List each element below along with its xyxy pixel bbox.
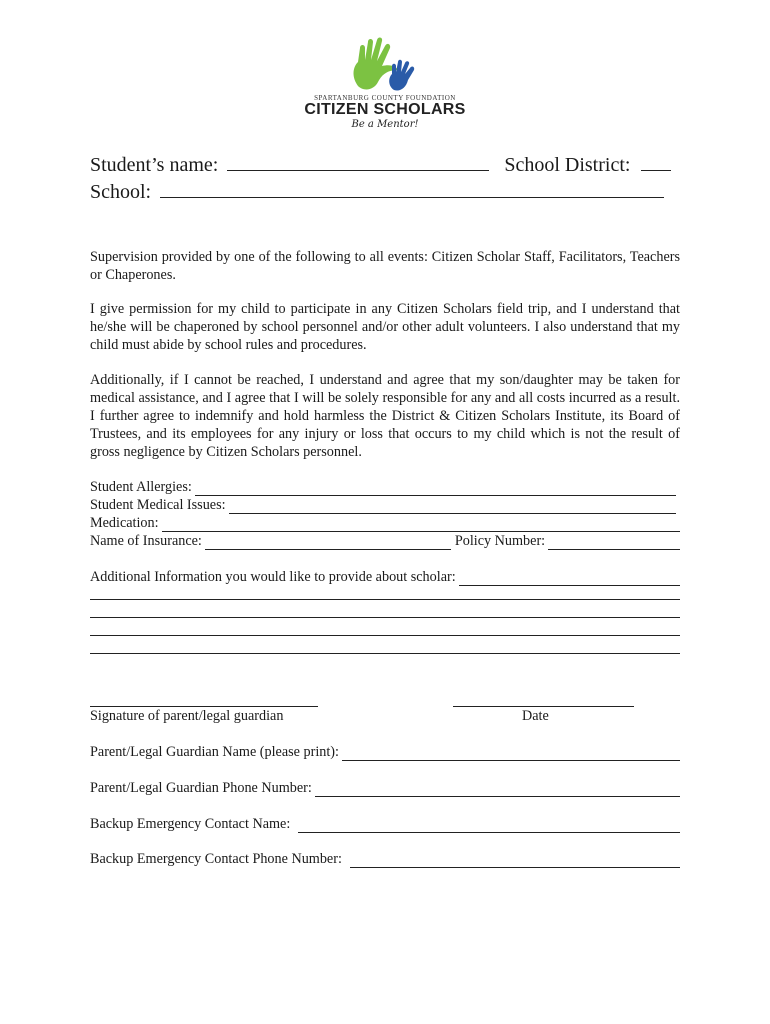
guardian-name-row: [90, 743, 680, 761]
guardian-phone-label: Parent/Legal Guardian Phone Number:: [90, 780, 312, 796]
insurance-row: [90, 532, 680, 550]
allergies-label: Student Allergies:: [90, 479, 192, 495]
backup-phone-row: [90, 850, 680, 868]
backup-name-field[interactable]: [298, 819, 680, 833]
allergies-row: [90, 478, 676, 496]
insurance-field[interactable]: [205, 536, 451, 550]
signature-line[interactable]: [90, 706, 318, 707]
additional-info-line[interactable]: [90, 599, 680, 600]
signature-label: Signature of parent/legal guardian: [90, 708, 284, 724]
logo-name-text: CITIZEN SCHOLARS: [304, 101, 466, 118]
guardian-name-label: Parent/Legal Guardian Name (please print):: [90, 744, 339, 760]
allergies-field[interactable]: [195, 482, 676, 496]
supervision-paragraph: Supervision provided by one of the following to all events: Citizen Scholar Staff, Facilitators, Teachers or Chaperones.: [90, 249, 680, 283]
policy-number-label: Policy Number:: [454, 533, 546, 549]
backup-name-label: Backup Emergency Contact Name:: [90, 816, 291, 832]
date-label: Date: [522, 708, 549, 724]
date-line[interactable]: [453, 706, 634, 707]
logo-tagline: Be a Mentor!: [351, 119, 419, 130]
additional-info-field[interactable]: [459, 572, 680, 586]
additional-info-line[interactable]: [90, 653, 680, 654]
policy-number-field[interactable]: [548, 536, 680, 550]
logo-foundation-text: SPARTANBURG COUNTY FOUNDATION: [314, 94, 456, 102]
guardian-phone-field[interactable]: [315, 783, 680, 797]
medication-field[interactable]: [162, 518, 680, 532]
medication-row: [90, 514, 680, 532]
school-district-field[interactable]: [641, 154, 671, 171]
medical-issues-field[interactable]: [229, 500, 676, 514]
medication-label: Medication:: [90, 515, 159, 531]
school-row: [90, 181, 664, 204]
hands-logo-icon: [350, 34, 420, 92]
school-label: School:: [90, 181, 152, 203]
additional-info-label: Additional Information you would like to provide about scholar:: [90, 569, 456, 585]
backup-name-row: [90, 815, 680, 833]
insurance-label: Name of Insurance:: [90, 533, 202, 549]
guardian-name-field[interactable]: [342, 747, 680, 761]
backup-phone-label: Backup Emergency Contact Phone Number:: [90, 851, 342, 867]
guardian-phone-row: [90, 779, 680, 797]
backup-phone-field[interactable]: [350, 854, 680, 868]
additional-info-line[interactable]: [90, 635, 680, 636]
school-field[interactable]: [160, 181, 664, 198]
medical-issues-row: [90, 496, 676, 514]
additional-info-row: [90, 568, 680, 586]
school-district-label: School District:: [504, 154, 631, 176]
additionally-paragraph: Additionally, if I cannot be reached, I understand and agree that my son/daughter may be taken for medical assistance, and I agree that I will be solely responsible for any and all costs incurred as a result. I further agree to indemnify and hold harmless the District & Citizen Scholars Institute, its Board of Trustees, and its employees for any injury or loss that occurs to my child which is not the result of gross negligence by Citizen Scholars personnel.: [90, 372, 680, 460]
additional-info-line[interactable]: [90, 617, 680, 618]
student-name-label: Student’s name:: [90, 154, 219, 176]
citizen-scholars-logo: [0, 34, 770, 130]
permission-paragraph: I give permission for my child to participate in any Citizen Scholars field trip, and I understand that he/she will be chaperoned by school personnel and/or other adult volunteers. I also understand that my child must abide by school rules and procedures.: [90, 301, 680, 353]
student-name-field[interactable]: [227, 154, 489, 171]
student-name-row: [90, 154, 671, 177]
medical-issues-label: Student Medical Issues:: [90, 497, 226, 513]
